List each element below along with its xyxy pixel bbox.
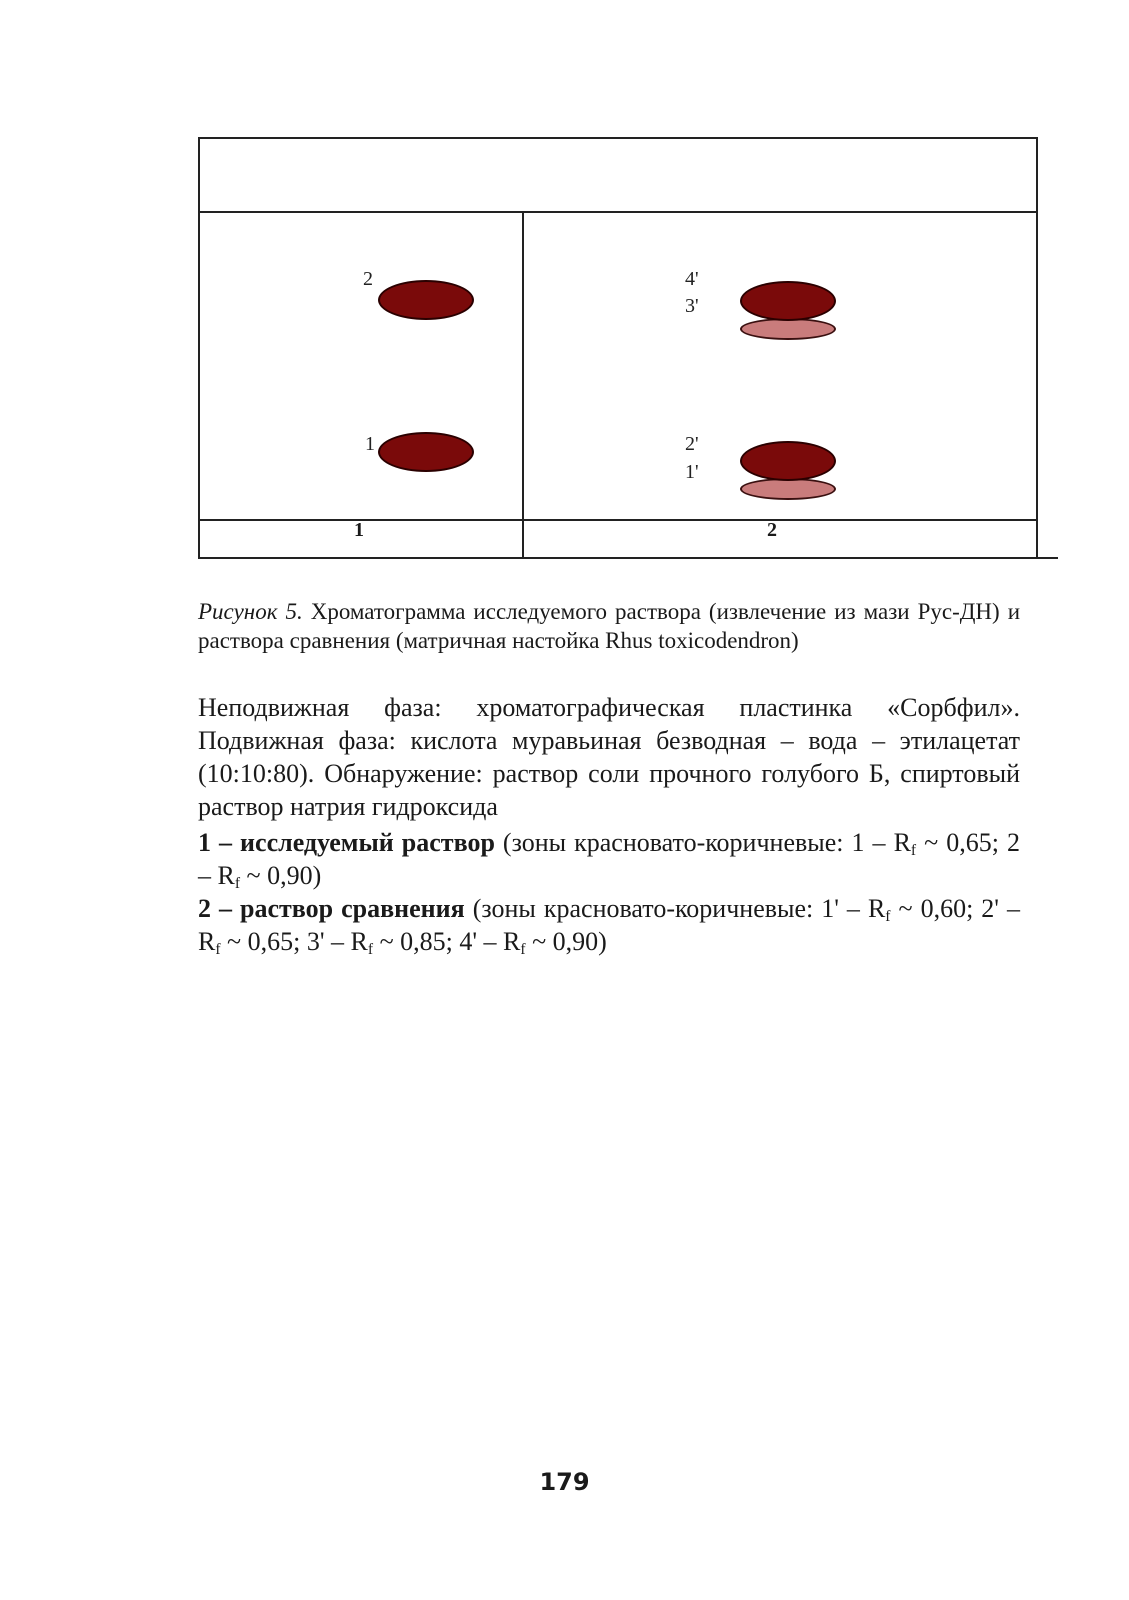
- legend-ref-text-5: ~ 0,90): [525, 927, 607, 956]
- zone-spot-3prime: [740, 318, 836, 340]
- zone-spot-2prime: [740, 441, 836, 481]
- caption-prefix: Рисунок 5.: [198, 599, 303, 624]
- lane-number-2: 2: [767, 519, 777, 541]
- subscript-f: f: [367, 940, 374, 958]
- legend-reference-label: 2 – раствор сравнения: [198, 894, 465, 923]
- start-line: [200, 519, 1036, 521]
- zone-spot-2: [378, 280, 474, 320]
- subscript-f: f: [910, 841, 917, 859]
- zone-label-2: 2: [363, 268, 373, 290]
- legend-ref-text-2: ~ 0,60; 2' – R: [198, 894, 1020, 956]
- legend-test-text-2: ~ 0,65; 2 – R: [198, 828, 1020, 890]
- legend-test-label: 1 – исследуемый раствор: [198, 828, 495, 857]
- lane-divider: [522, 211, 524, 557]
- subscript-f: f: [885, 907, 891, 925]
- figure-caption: [198, 597, 1020, 655]
- legend-test-text-3: ~ 0,90): [240, 861, 322, 890]
- subscript-f: f: [520, 940, 526, 958]
- legend-ref-text: (зоны красновато-коричневые: 1' – R: [464, 894, 886, 923]
- caption-text: Хроматограмма исследуемого раствора (извлечение из мази Рус-ДН) и раствора сравнения (матричная настойка Rhus toxicodendron): [198, 599, 1020, 653]
- subscript-f: f: [215, 940, 221, 958]
- zone-label-2prime: 2': [685, 433, 699, 455]
- zone-label-1prime: 1': [685, 461, 699, 483]
- chromatogram-figure: [198, 137, 1038, 559]
- zone-spot-1prime: [740, 478, 836, 500]
- page-number: 179: [539, 1468, 590, 1496]
- legend-test-text: (зоны красновато-коричневые: 1 – R: [494, 828, 911, 857]
- table-border-tail: [1036, 557, 1058, 559]
- zone-spot-4prime: [740, 281, 836, 321]
- lane-number-1: 1: [354, 519, 364, 541]
- legend-reference-solution: [198, 892, 1020, 958]
- legend-test-solution: [198, 826, 1020, 892]
- subscript-f: f: [234, 874, 241, 892]
- zone-label-4prime: 4': [685, 268, 699, 290]
- body-paragraph: Неподвижная фаза: хроматографическая пластинка «Сорбфил». Подвижная фаза: кислота муравьиная безводная – вода – этилацетат (10:10:80). Обнаружение: раствор соли прочного голубого Б, спиртовый раствор натрия гидроксида: [198, 693, 1020, 821]
- legend-ref-text-3: ~ 0,65; 3' – R: [220, 927, 368, 956]
- zone-label-1: 1: [365, 433, 375, 455]
- zone-spot-1: [378, 432, 474, 472]
- legend-ref-text-4: ~ 0,85; 4' – R: [373, 927, 521, 956]
- zone-label-3prime: 3': [685, 295, 699, 317]
- solvent-front-line: [200, 211, 1036, 213]
